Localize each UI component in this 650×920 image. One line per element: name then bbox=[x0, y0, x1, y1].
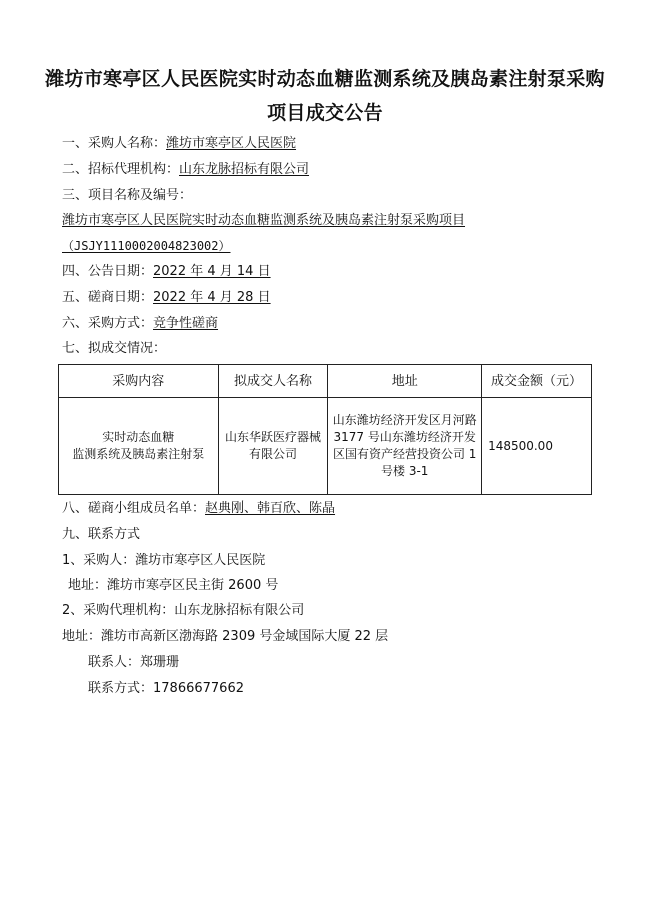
header-amount: 成交金额（元） bbox=[482, 365, 592, 398]
project-name: 潍坊市寒亭区人民医院实时动态血糖监测系统及胰岛素注射泵采购项目 bbox=[62, 213, 466, 228]
contact-phone-line bbox=[88, 680, 244, 698]
announce-date-line bbox=[62, 263, 271, 281]
purchaser-address-value: 潍坊市寒亭区民主街 2600 号 bbox=[107, 578, 279, 593]
method-value: 竞争性磋商 bbox=[153, 316, 219, 331]
purchaser-contact-value: 潍坊市寒亭区人民医院 bbox=[135, 553, 266, 568]
cell-content-line1: 实时动态血糖 bbox=[102, 430, 175, 444]
purchaser-address-label: 地址： bbox=[68, 578, 108, 593]
panel-members: 赵典刚、韩百欣、陈晶 bbox=[205, 501, 336, 516]
purchaser-value: 潍坊市寒亭区人民医院 bbox=[166, 136, 297, 151]
header-content: 采购内容 bbox=[59, 365, 219, 398]
result-table bbox=[58, 364, 592, 495]
agency-contact-line bbox=[62, 602, 304, 620]
page-title: 潍坊市寒亭区人民医院实时动态血糖监测系统及胰岛素注射泵采购项目成交公告 bbox=[45, 68, 605, 124]
cell-address: 山东潍坊经济开发区月河路 3177 号山东潍坊经济开发区国有资产经营投资公司 1 号楼 3-1 bbox=[328, 398, 482, 495]
contact-phone-label: 联系方式： bbox=[88, 681, 154, 696]
agency-label: 二、招标代理机构： bbox=[62, 162, 180, 177]
contact-person-label: 联系人： bbox=[88, 655, 141, 670]
agency-address-label: 地址： bbox=[62, 629, 102, 644]
announce-date-label: 四、公告日期： bbox=[62, 264, 154, 279]
table-header-row bbox=[59, 365, 592, 398]
negotiation-date-value: 2022 年 4 月 28 日 bbox=[153, 290, 271, 305]
announce-date-value: 2022 年 4 月 14 日 bbox=[153, 264, 271, 279]
contact-person-line bbox=[88, 654, 179, 672]
method-line bbox=[62, 315, 218, 333]
contact-person-value: 郑珊珊 bbox=[140, 655, 180, 670]
agency-contact-value: 山东龙脉招标有限公司 bbox=[174, 603, 305, 618]
table-row bbox=[59, 398, 592, 495]
negotiation-date-label: 五、磋商日期： bbox=[62, 290, 154, 305]
method-label: 六、采购方式： bbox=[62, 316, 154, 331]
purchaser-line bbox=[62, 135, 296, 153]
header-address: 地址 bbox=[328, 365, 482, 398]
project-code: （JSJY1110002004823002） bbox=[62, 239, 231, 253]
contact-heading: 九、联系方式 bbox=[62, 527, 141, 542]
result-label: 七、拟成交情况： bbox=[62, 341, 167, 356]
agency-value: 山东龙脉招标有限公司 bbox=[179, 162, 310, 177]
purchaser-label: 一、采购人名称： bbox=[62, 136, 167, 151]
cell-supplier: 山东华跃医疗器械有限公司 bbox=[218, 398, 328, 495]
panel-line bbox=[62, 500, 335, 518]
agency-contact-label: 2、采购代理机构： bbox=[62, 603, 175, 618]
project-label: 三、项目名称及编号： bbox=[62, 188, 193, 203]
agency-address-value: 潍坊市高新区渤海路 2309 号金域国际大厦 22 层 bbox=[101, 629, 389, 644]
cell-amount: 148500.00 bbox=[482, 398, 592, 495]
purchaser-address-line bbox=[68, 577, 278, 595]
contact-phone-value: 17866677662 bbox=[153, 681, 244, 696]
cell-content bbox=[59, 398, 219, 495]
purchaser-contact-label: 1、采购人： bbox=[62, 553, 136, 568]
agency-address-line bbox=[62, 628, 388, 646]
header-supplier: 拟成交人名称 bbox=[218, 365, 328, 398]
panel-label: 八、磋商小组成员名单： bbox=[62, 501, 206, 516]
cell-content-line2: 监测系统及胰岛素注射泵 bbox=[72, 447, 205, 461]
negotiation-date-line bbox=[62, 289, 271, 307]
agency-line bbox=[62, 161, 309, 179]
purchaser-contact-line bbox=[62, 552, 265, 570]
